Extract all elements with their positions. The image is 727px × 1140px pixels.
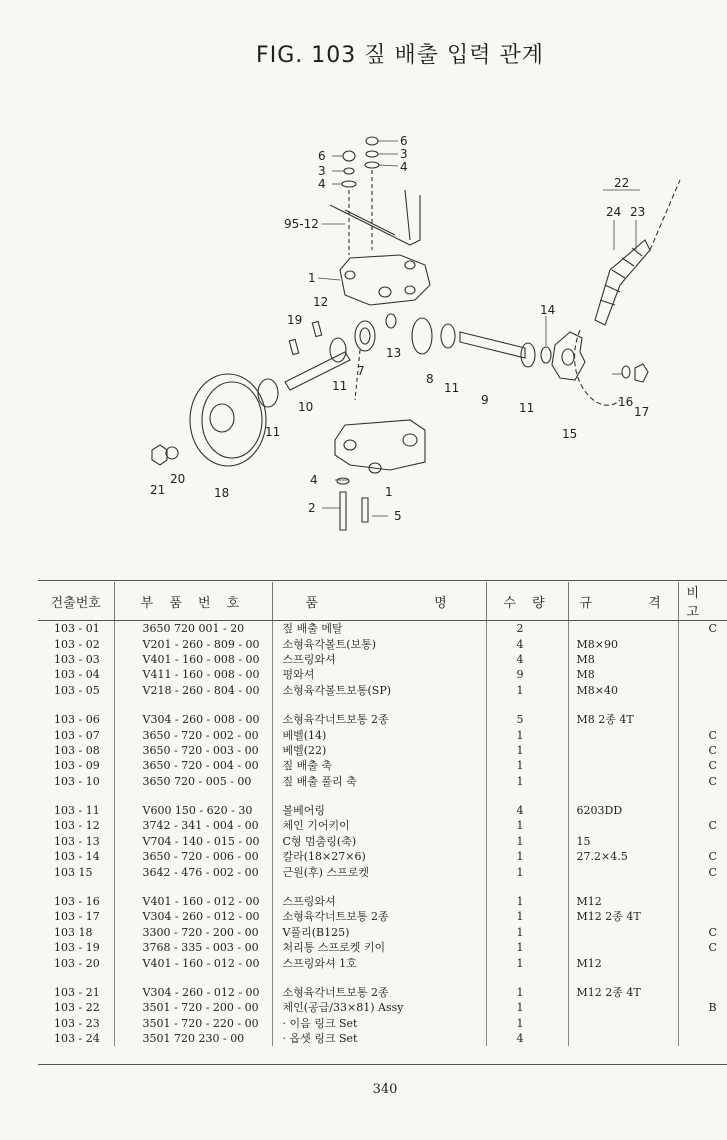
part-number-cell: V600 150 - 620 - 30: [114, 803, 272, 818]
part-name-cell: · 옵셋 링크 Set: [272, 1031, 486, 1046]
part-number-cell: V401 - 160 - 012 - 00: [114, 894, 272, 909]
callout-9: 9: [481, 393, 489, 407]
part-number-cell: 3650 - 720 - 006 - 00: [114, 849, 272, 864]
spec-cell: M8×90: [568, 636, 678, 651]
item-number-cell: 103 - 16: [38, 894, 114, 909]
spec-cell: M8×40: [568, 683, 678, 698]
remark-cell: C: [708, 774, 717, 788]
spacer-cell: [568, 971, 678, 985]
table-header-row: [38, 582, 727, 621]
page-number: 340: [372, 1082, 398, 1097]
spacer-cell: [114, 971, 272, 985]
part-name-cell: 처리통 스프로켓 키이: [272, 940, 486, 955]
callout-17: 17: [634, 405, 650, 419]
spec-cell: [568, 743, 678, 758]
spacer-cell: [678, 880, 727, 894]
item-number-cell: 103 - 08: [38, 743, 114, 758]
spacer-cell: [486, 880, 568, 894]
part-number-cell: 3501 720 230 - 00: [114, 1031, 272, 1046]
remark-cell: [678, 834, 727, 849]
callout-15: 15: [562, 427, 578, 441]
item-number-cell: 103 - 10: [38, 774, 114, 789]
spacer-cell: [568, 698, 678, 712]
part-name-cell: 소형육각너트보통 2종: [272, 985, 486, 1000]
item-number-cell: 103 - 09: [38, 758, 114, 773]
quantity-cell: 2: [486, 621, 568, 637]
remark-cell: [678, 955, 727, 970]
quantity-cell: 4: [486, 803, 568, 818]
callout-11c: 11: [332, 379, 348, 393]
callout-10: 10: [298, 400, 314, 414]
part-name-cell: 스프링와셔: [272, 894, 486, 909]
callout-11a: 11: [444, 381, 460, 395]
part-name-cell: 볼베어링: [272, 803, 486, 818]
item-number-cell: 103 - 21: [38, 985, 114, 1000]
quantity-cell: 1: [486, 727, 568, 742]
part-number-cell: 3650 - 720 - 002 - 00: [114, 727, 272, 742]
spec-cell: M8 2종 4T: [568, 712, 678, 727]
item-number-cell: 103 - 20: [38, 955, 114, 970]
remark-cell: C: [708, 850, 717, 864]
bevel-gear-7: [355, 321, 375, 351]
header-quantity: 수 량: [486, 582, 568, 621]
remark-cell: C: [708, 743, 717, 757]
callout-11b: 11: [519, 401, 535, 415]
spec-cell: M12: [568, 955, 678, 970]
callout-5: 5: [394, 509, 402, 523]
item-number-cell: 103 - 12: [38, 818, 114, 833]
washer-16: [622, 366, 630, 378]
part-name-cell: 소형육각너트보통 2종: [272, 712, 486, 727]
remark-cell: [678, 1031, 727, 1046]
part-number-cell: V201 - 260 - 809 - 00: [114, 636, 272, 651]
header-item-no: 건출번호: [38, 582, 114, 621]
quantity-cell: 1: [486, 818, 568, 833]
spacer-cell: [114, 698, 272, 712]
spec-cell: [568, 864, 678, 879]
spec-cell: 27.2×4.5: [568, 849, 678, 864]
spec-cell: 6203DD: [568, 803, 678, 818]
remark-cell: [678, 652, 727, 667]
item-number-cell: 103 18: [38, 925, 114, 940]
washer-3-left: [344, 168, 354, 174]
nut-6-right: [366, 137, 378, 145]
quantity-cell: 1: [486, 834, 568, 849]
part-number-cell: V218 - 260 - 804 - 00: [114, 683, 272, 698]
table-row: [38, 727, 727, 742]
remark-cell: [678, 985, 727, 1000]
remark-cell: C: [708, 819, 717, 833]
table-row: [38, 667, 727, 682]
spacer-cell: [272, 971, 486, 985]
remark-cell: [678, 667, 727, 682]
spec-cell: [568, 758, 678, 773]
spacer-cell: [114, 880, 272, 894]
spacer-cell: [38, 971, 114, 985]
part-number-cell: V304 - 260 - 012 - 00: [114, 909, 272, 924]
table-row: [38, 985, 727, 1000]
table-row: [38, 621, 727, 637]
shaft-9: [460, 332, 525, 358]
spec-cell: M12 2종 4T: [568, 985, 678, 1000]
page-title: FIG. 103 짚 배출 입력 관계: [256, 43, 544, 68]
callout-16: 16: [618, 395, 634, 409]
remark-cell: C: [708, 728, 717, 742]
table-row: [38, 849, 727, 864]
part-name-cell: C형 멈춤링(축): [272, 834, 486, 849]
header-part-no: 부 품 번 호: [114, 582, 272, 621]
table-row: [38, 758, 727, 773]
part-name-cell: 체인 기어키이: [272, 818, 486, 833]
group-spacer-row: [38, 789, 727, 803]
quantity-cell: 1: [486, 849, 568, 864]
spacer-cell: [272, 789, 486, 803]
bolt-5: [362, 498, 368, 522]
quantity-cell: 1: [486, 925, 568, 940]
item-number-cell: 103 - 01: [38, 621, 114, 637]
spacer-cell: [568, 880, 678, 894]
table-bottom-rule: [38, 1064, 727, 1065]
table-row: [38, 652, 727, 667]
callout-20: 20: [170, 472, 186, 486]
table-row: [38, 743, 727, 758]
part-number-cell: 3642 - 476 - 002 - 00: [114, 864, 272, 879]
callout-13: 13: [386, 346, 402, 360]
remark-cell: [678, 1016, 727, 1031]
chain-loop: [575, 180, 680, 405]
quantity-cell: 1: [486, 894, 568, 909]
nut-6-left: [343, 151, 355, 161]
spec-cell: [568, 1000, 678, 1015]
spec-cell: [568, 818, 678, 833]
item-number-cell: 103 - 22: [38, 1000, 114, 1015]
remark-cell: [678, 636, 727, 651]
spacer-cell: [38, 880, 114, 894]
remark-cell: C: [708, 622, 717, 636]
item-number-cell: 103 - 03: [38, 652, 114, 667]
callout-2: 2: [308, 501, 316, 515]
part-name-cell: 베벨(22): [272, 743, 486, 758]
callout-18: 18: [214, 486, 230, 500]
part-number-cell: V401 - 160 - 008 - 00: [114, 652, 272, 667]
table-row: [38, 940, 727, 955]
remark-cell: C: [708, 865, 717, 879]
table-row: [38, 955, 727, 970]
table-top-rule: [38, 580, 727, 581]
part-name-cell: 소형육각볼트(보통): [272, 636, 486, 651]
part-number-cell: V304 - 260 - 008 - 00: [114, 712, 272, 727]
callout-12: 12: [313, 295, 329, 309]
part-name-cell: V풀리(B125): [272, 925, 486, 940]
spec-cell: M8: [568, 667, 678, 682]
part-name-cell: 스프링와셔: [272, 652, 486, 667]
spacer-cell: [38, 698, 114, 712]
group-spacer-row: [38, 698, 727, 712]
quantity-cell: 1: [486, 909, 568, 924]
spec-cell: [568, 940, 678, 955]
spec-cell: [568, 774, 678, 789]
part-number-cell: V411 - 160 - 008 - 00: [114, 667, 272, 682]
header-remark: 비 고: [678, 582, 727, 621]
callout-14: 14: [540, 303, 556, 317]
part-number-cell: 3650 720 001 - 20: [114, 621, 272, 637]
callout-24: 24: [606, 205, 622, 219]
quantity-cell: 1: [486, 774, 568, 789]
quantity-cell: 1: [486, 683, 568, 698]
header-part-name: 품 명: [272, 582, 486, 621]
part-name-cell: 스프링와셔 1호: [272, 955, 486, 970]
item-number-cell: 103 - 13: [38, 834, 114, 849]
spacer-cell: [272, 880, 486, 894]
quantity-cell: 1: [486, 955, 568, 970]
key-19: [289, 339, 298, 354]
part-name-cell: 짚 배출 메탈: [272, 621, 486, 637]
callout-8: 8: [426, 372, 434, 386]
remark-cell: C: [708, 759, 717, 773]
spec-cell: [568, 925, 678, 940]
spacer-cell: [678, 789, 727, 803]
table-row: [38, 774, 727, 789]
table-row: [38, 834, 727, 849]
part-number-cell: 3501 - 720 - 200 - 00: [114, 1000, 272, 1015]
spacer-cell: [568, 789, 678, 803]
callout-4b: 4: [318, 177, 326, 191]
table-row: [38, 818, 727, 833]
pin-12: [312, 321, 321, 336]
callout-4c: 4: [310, 473, 318, 487]
callout-23: 23: [630, 205, 646, 219]
callout-22: 22: [614, 176, 630, 190]
spec-cell: 15: [568, 834, 678, 849]
part-name-cell: 체인(공급/33×81) Assy: [272, 1000, 486, 1015]
nut-21: [152, 445, 167, 465]
washer-4-right: [365, 162, 379, 168]
spacer-cell: [114, 789, 272, 803]
part-name-cell: 소형육각볼트보통(SP): [272, 683, 486, 698]
callout-1b: 1: [385, 485, 393, 499]
bearing-11-left: [258, 379, 278, 407]
callout-21: 21: [150, 483, 166, 497]
bearing-11-right: [521, 343, 535, 367]
collar-14: [541, 347, 551, 363]
table-row: [38, 712, 727, 727]
callout-11d: 11: [265, 425, 281, 439]
part-name-cell: · 이음 링크 Set: [272, 1016, 486, 1031]
callout-6a: 6: [400, 134, 408, 148]
bolt-2: [340, 492, 346, 530]
header-spec: 규 격: [568, 582, 678, 621]
quantity-cell: 9: [486, 667, 568, 682]
table-row: [38, 1000, 727, 1015]
item-number-cell: 103 - 11: [38, 803, 114, 818]
frame-95-12: [330, 190, 420, 245]
quantity-cell: 1: [486, 864, 568, 879]
spec-cell: [568, 727, 678, 742]
remark-cell: C: [708, 925, 717, 939]
part-name-cell: 짚 배출 축: [272, 758, 486, 773]
table-row: [38, 683, 727, 698]
bevel-gear-8: [412, 318, 432, 354]
callout-6b: 6: [318, 149, 326, 163]
part-name-cell: 베벨(14): [272, 727, 486, 742]
item-number-cell: 103 - 24: [38, 1031, 114, 1046]
table-row: [38, 636, 727, 651]
callout-1a: 1: [308, 271, 316, 285]
spec-cell: M12 2종 4T: [568, 909, 678, 924]
quantity-cell: 1: [486, 743, 568, 758]
exploded-parts-diagram: [0, 0, 727, 560]
part-name-cell: 근원(후) 스프로켓: [272, 864, 486, 879]
table-row: [38, 1031, 727, 1046]
spacer-cell: [486, 698, 568, 712]
bearing-11-mid: [441, 324, 455, 348]
quantity-cell: 1: [486, 758, 568, 773]
callout-95-12: 95-12: [284, 217, 319, 231]
part-name-cell: 짚 배출 풀리 축: [272, 774, 486, 789]
lower-housing: [335, 420, 425, 470]
callout-3a: 3: [400, 147, 408, 161]
quantity-cell: 1: [486, 1016, 568, 1031]
part-number-cell: V704 - 140 - 015 - 00: [114, 834, 272, 849]
callout-19: 19: [287, 313, 303, 327]
part-number-cell: 3650 720 - 005 - 00: [114, 774, 272, 789]
item-number-cell: 103 - 02: [38, 636, 114, 651]
item-number-cell: 103 - 05: [38, 683, 114, 698]
part-number-cell: V304 - 260 - 012 - 00: [114, 985, 272, 1000]
spacer-cell: [272, 698, 486, 712]
part-number-cell: 3501 - 720 - 220 - 00: [114, 1016, 272, 1031]
washer-20: [166, 447, 178, 459]
spec-cell: [568, 621, 678, 637]
spacer-cell: [678, 698, 727, 712]
spacer-cell: [486, 971, 568, 985]
item-number-cell: 103 - 06: [38, 712, 114, 727]
part-number-cell: 3742 - 341 - 004 - 00: [114, 818, 272, 833]
spacer-cell: [486, 789, 568, 803]
parts-table: [38, 582, 727, 1046]
part-number-cell: 3650 - 720 - 004 - 00: [114, 758, 272, 773]
item-number-cell: 103 - 07: [38, 727, 114, 742]
callout-4a: 4: [400, 160, 408, 174]
quantity-cell: 5: [486, 712, 568, 727]
callout-3b: 3: [318, 164, 326, 178]
sprocket-15: [552, 332, 585, 380]
part-name-cell: 칼라(18×27×6): [272, 849, 486, 864]
item-number-cell: 103 - 17: [38, 909, 114, 924]
part-name-cell: 평와셔: [272, 667, 486, 682]
remark-cell: [678, 894, 727, 909]
quantity-cell: 4: [486, 652, 568, 667]
spacer-cell: [38, 789, 114, 803]
item-number-cell: 103 - 14: [38, 849, 114, 864]
v-pulley-18: [190, 374, 266, 466]
remark-cell: B: [708, 1001, 717, 1015]
spacer-cell: [678, 971, 727, 985]
table-row: [38, 925, 727, 940]
table-row: [38, 864, 727, 879]
spec-cell: [568, 1031, 678, 1046]
remark-cell: C: [708, 941, 717, 955]
part-number-cell: 3300 - 720 - 200 - 00: [114, 925, 272, 940]
spec-cell: M12: [568, 894, 678, 909]
group-spacer-row: [38, 971, 727, 985]
group-spacer-row: [38, 880, 727, 894]
remark-cell: [678, 803, 727, 818]
remark-cell: [678, 909, 727, 924]
table-row: [38, 894, 727, 909]
collar-13: [386, 314, 396, 328]
part-number-cell: V401 - 160 - 012 - 00: [114, 955, 272, 970]
chain-22: [595, 240, 650, 325]
callout-7: 7: [357, 364, 365, 378]
table-row: [38, 909, 727, 924]
spec-cell: M8: [568, 652, 678, 667]
washer-4-left: [342, 181, 356, 187]
quantity-cell: 4: [486, 636, 568, 651]
quantity-cell: 1: [486, 985, 568, 1000]
table-row: [38, 803, 727, 818]
part-number-cell: 3650 - 720 - 003 - 00: [114, 743, 272, 758]
washer-4-lower: [337, 478, 349, 484]
item-number-cell: 103 - 04: [38, 667, 114, 682]
quantity-cell: 1: [486, 940, 568, 955]
nut-17: [635, 364, 648, 382]
item-number-cell: 103 15: [38, 864, 114, 879]
part-number-cell: 3768 - 335 - 003 - 00: [114, 940, 272, 955]
item-number-cell: 103 - 19: [38, 940, 114, 955]
quantity-cell: 1: [486, 1000, 568, 1015]
washer-3-right: [366, 151, 378, 157]
part-name-cell: 소형육각너트보통 2종: [272, 909, 486, 924]
table-row: [38, 1016, 727, 1031]
item-number-cell: 103 - 23: [38, 1016, 114, 1031]
remark-cell: [678, 683, 727, 698]
quantity-cell: 4: [486, 1031, 568, 1046]
spec-cell: [568, 1016, 678, 1031]
remark-cell: [678, 712, 727, 727]
